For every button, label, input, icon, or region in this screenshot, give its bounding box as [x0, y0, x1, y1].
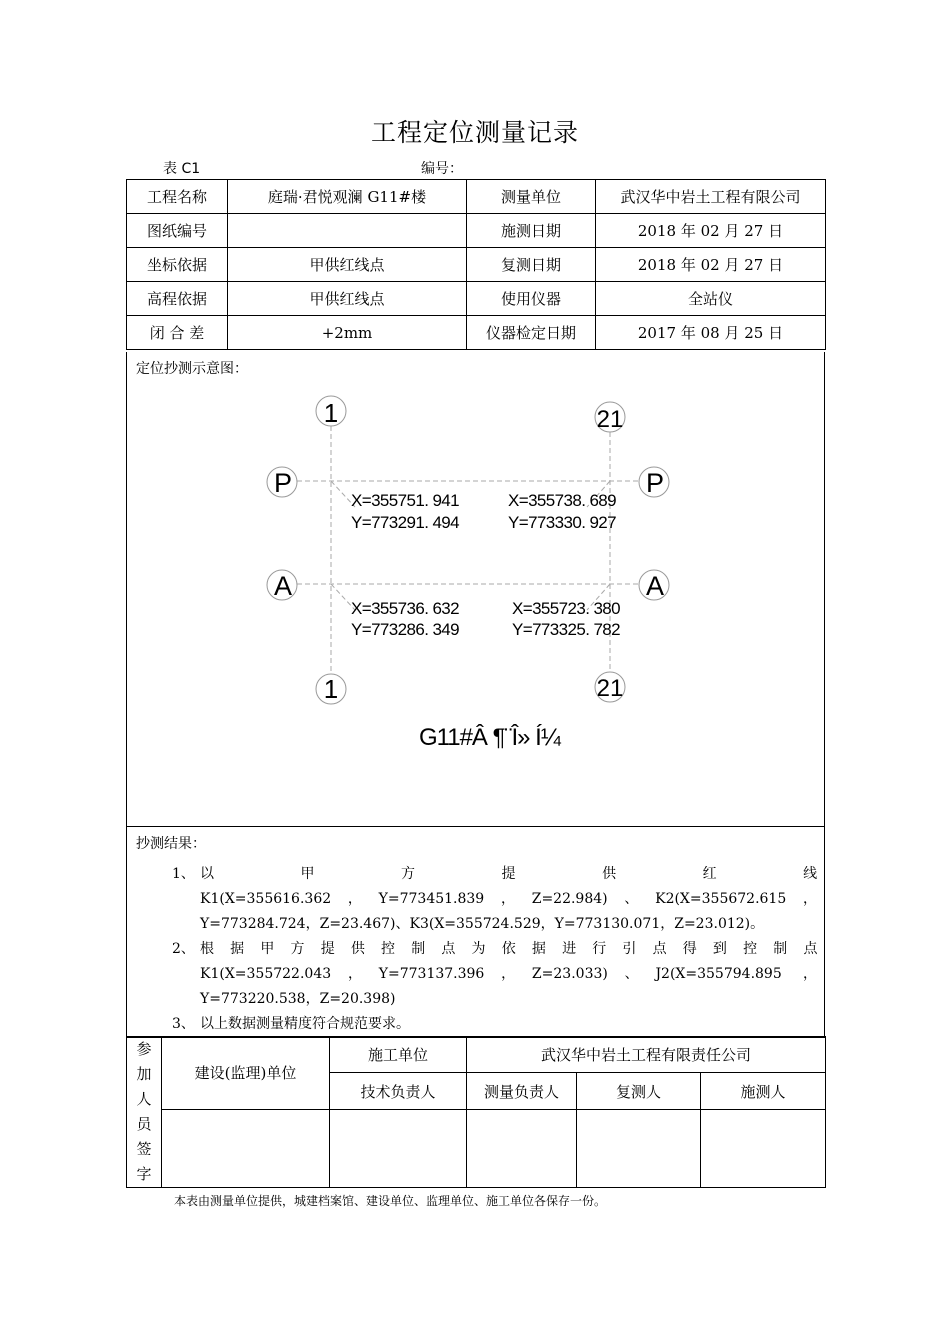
heading-char: 甲 — [300, 866, 356, 882]
heading-char: 据 — [230, 941, 251, 957]
info-row — [127, 316, 826, 350]
info-table — [126, 179, 826, 350]
heading-char: 方 — [290, 941, 311, 957]
info-label-right: 使用仪器 — [467, 282, 596, 316]
info-row — [127, 282, 826, 316]
sketch-area — [126, 352, 825, 827]
coord-x-top-right: X=355738. 689 — [508, 491, 617, 510]
heading-char: 线 — [803, 866, 818, 882]
role-survey-lead: 测量负责人 — [467, 1073, 577, 1109]
side-label-char: 字 — [136, 1165, 152, 1183]
info-value-left: +2mm — [228, 316, 467, 350]
info-label-left: 工程名称 — [127, 180, 228, 214]
result-item-3-number: 3、 — [172, 1016, 195, 1032]
axis-label-left-p: P — [273, 468, 293, 498]
sketch-label: 定位抄测示意图： — [136, 361, 248, 377]
info-value-right: 2018 年 02 月 27 日 — [596, 214, 826, 248]
heading-char: 制 — [773, 941, 794, 957]
positioning-diagram — [127, 352, 824, 826]
result-item-2-number: 2、 — [172, 941, 195, 957]
info-value-right: 2018 年 02 月 27 日 — [596, 248, 826, 282]
info-label-left: 高程依据 — [127, 282, 228, 316]
contractor-name: 武汉华中岩土工程有限责任公司 — [467, 1037, 826, 1073]
surveyor-signature-box[interactable] — [701, 1109, 826, 1187]
side-label-char: 参 — [136, 1040, 152, 1058]
heading-char: 得 — [682, 941, 703, 957]
info-value-right: 武汉华中岩土工程有限公司 — [596, 180, 826, 214]
axis-label-top-21: 21 — [596, 406, 624, 433]
coord-y-bottom-left: Y=773286. 349 — [351, 620, 460, 639]
axis-label-top-1: 1 — [323, 398, 339, 428]
coord-y-top-left: Y=773291. 494 — [351, 513, 460, 532]
info-value-left — [228, 214, 467, 248]
result-item-1 — [172, 862, 817, 937]
owner-unit-label: 建设(监理)单位 — [162, 1037, 330, 1110]
axis-label-bottom-1: 1 — [323, 674, 339, 704]
survey-lead-signature-box[interactable] — [467, 1109, 577, 1187]
info-row — [127, 214, 826, 248]
coord-x-bottom-right: X=355723. 380 — [512, 599, 621, 618]
heading-char: 提 — [501, 866, 557, 882]
role-surveyor: 施测人 — [701, 1073, 826, 1109]
heading-char: 引 — [622, 941, 643, 957]
heading-char: 红 — [702, 866, 758, 882]
coord-x-bottom-left: X=355736. 632 — [351, 599, 460, 618]
owner-signature-box[interactable] — [162, 1109, 330, 1187]
heading-char: 点 — [652, 941, 673, 957]
side-label-char: 员 — [136, 1115, 152, 1133]
side-label-char: 加 — [136, 1065, 152, 1083]
heading-char: 控 — [743, 941, 763, 957]
page-title: 工程定位测量记录 — [370, 118, 579, 147]
heading-char: 据 — [531, 941, 552, 957]
rechecker-signature-box[interactable] — [577, 1109, 701, 1187]
coord-y-bottom-right: Y=773325. 782 — [512, 620, 621, 639]
info-value-left: 甲供红线点 — [228, 282, 467, 316]
tech-lead-signature-box[interactable] — [330, 1109, 467, 1187]
heading-char: 甲 — [260, 941, 281, 957]
coord-y-top-right: Y=773330. 927 — [508, 513, 617, 532]
diagram-caption: G11#Â ¶¨Î» Í¼ — [419, 724, 560, 751]
serial-number-label: 编号： — [421, 161, 463, 177]
heading-char: 进 — [562, 941, 582, 957]
info-row — [127, 180, 826, 214]
info-label-right: 测量单位 — [467, 180, 596, 214]
contractor-label: 施工单位 — [330, 1037, 467, 1073]
result-item-2-heading — [200, 937, 817, 962]
info-value-right: 2017 年 08 月 25 日 — [596, 316, 826, 350]
side-label-char: 签 — [136, 1140, 152, 1158]
result-item-3-text: 以上数据测量精度符合规范要求。 — [200, 1016, 410, 1032]
axis-label-right-a: A — [645, 571, 665, 601]
heading-char: 依 — [501, 941, 522, 957]
axis-label-right-p: P — [645, 468, 665, 498]
results-label: 抄测结果： — [136, 836, 206, 852]
axis-label-bottom-21: 21 — [596, 675, 624, 702]
heading-char: 点 — [441, 941, 462, 957]
form-number-label: 表 C1 — [163, 161, 201, 177]
heading-char: 控 — [381, 941, 401, 957]
info-label-right: 复测日期 — [467, 248, 596, 282]
heading-char: 供 — [350, 941, 371, 957]
heading-char: 行 — [592, 941, 613, 957]
heading-char: 以 — [200, 866, 256, 882]
info-value-right: 全站仪 — [596, 282, 826, 316]
result-item-3 — [172, 1012, 817, 1037]
signature-table — [126, 1036, 826, 1188]
heading-char: 到 — [712, 941, 733, 957]
side-label-char: 人 — [136, 1090, 152, 1108]
results-area — [126, 826, 825, 1038]
signature-side-label — [127, 1037, 162, 1188]
heading-char: 根 — [200, 941, 220, 957]
heading-char: 制 — [411, 941, 432, 957]
info-label-left: 图纸编号 — [127, 214, 228, 248]
result-item-2-text: K1(X=355722.043，Y=773137.396，Z=23.033)、J2(X=355794.895 ，Y=773220.538，Z=20.398) — [200, 966, 817, 1007]
result-item-2 — [172, 937, 817, 1012]
result-item-1-heading — [200, 862, 817, 887]
heading-char: 提 — [320, 941, 341, 957]
info-row — [127, 248, 826, 282]
footnote: 本表由测量单位提供，城建档案馆、建设单位、监理单位、施工单位各保存一份。 — [174, 1194, 607, 1208]
role-rechecker: 复测人 — [577, 1073, 701, 1109]
info-label-left: 闭 合 差 — [127, 316, 228, 350]
role-tech-lead: 技术负责人 — [330, 1073, 467, 1109]
result-item-1-text: K1(X=355616.362，Y=773451.839，Z=22.984)、K2(X=355672.615，Y=773284.724，Z=23.467)、K3(X=355724.529，Y=773130.071，Z=23.012)。 — [200, 891, 817, 932]
info-value-left: 庭瑞·君悦观澜 G11#楼 — [228, 180, 467, 214]
heading-char: 供 — [602, 866, 658, 882]
info-value-left: 甲供红线点 — [228, 248, 467, 282]
coord-x-top-left: X=355751. 941 — [351, 491, 460, 510]
info-label-right: 施测日期 — [467, 214, 596, 248]
axis-label-left-a: A — [273, 571, 293, 601]
heading-char: 点 — [803, 941, 818, 957]
result-item-1-number: 1、 — [172, 866, 195, 882]
heading-char: 为 — [471, 941, 492, 957]
heading-char: 方 — [401, 866, 457, 882]
info-label-right: 仪器检定日期 — [467, 316, 596, 350]
info-label-left: 坐标依据 — [127, 248, 228, 282]
